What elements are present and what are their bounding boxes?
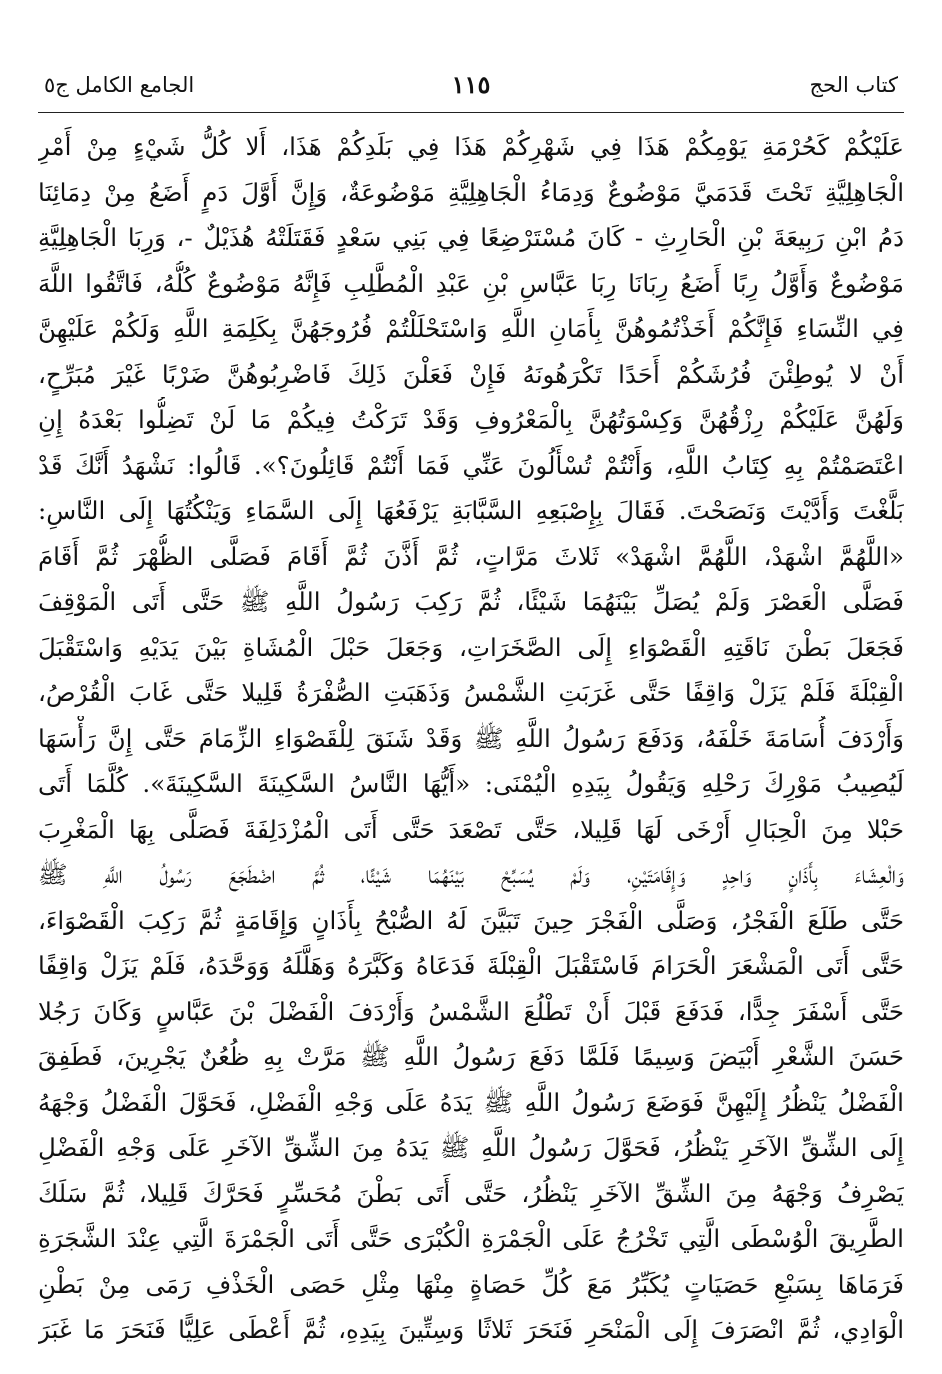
text-line: حَبْلا مِنَ الْحِبَالِ أَرْخَى لَهَا قَلِيلا، حَتَّى تَصْعَدَ حَتَّى أَتَى الْمُزْدَلِفَةَ فَصَلَّى بِهَا الْمَغْرِبَ [38, 814, 904, 844]
header-divider [38, 112, 904, 113]
text-line: عَلَيْكُمْ كَحُرْمَةِ يَوْمِكُمْ هَذَا فِي شَهْرِكُمْ هَذَا فِي بَلَدِكُمْ هَذَا، أَلا كُلُّ شَيْءٍ مِنْ أَمْرِ [38, 132, 904, 161]
text-line: بَلَّغْتَ وَأَدَّيْتَ وَنَصَحْتَ. فَقَالَ بِإِصْبَعِهِ السَّبَّابَةِ يَرْفَعُهَا إِلَى السَّمَاءِ وَيَنْكُتُهَا إِلَى النَّاسِ: [38, 496, 904, 525]
text-line: فَرَمَاهَا بِسَبْعِ حَصَيَاتٍ يُكَبِّرُ مَعَ كُلِّ حَصَاةٍ مِنْهَا مِثْلِ حَصَى الْخَذْفِ رَمَى مِنْ بَطْنِ [38, 1269, 904, 1299]
text-line: يَصْرِفُ وَجْهَهُ مِنَ الشِّقِّ الآخَرِ يَنْظُرُ، حَتَّى أَتَى بَطْنَ مُحَسِّرٍ فَحَرَّكَ قَلِيلا، ثُمَّ سَلَكَ [38, 1178, 904, 1208]
text-line: وَالْعِشَاءَ بِأَذَانٍ وَاحِدٍ وَإِقَامَتَيْنِ، وَلَمْ يُسَبِّحْ بَيْنَهُمَا شَيْئًا، ثُمَّ اضْطَجَعَ رَسُولُ اللَّهِ ﷺ [38, 860, 904, 889]
text-line: فَجَعَلَ بَطْنَ نَاقَتِهِ الْقَصْوَاءِ إِلَى الصَّخَرَاتِ، وَجَعَلَ حَبْلَ الْمُشَاةِ بَيْنَ يَدَيْهِ وَاسْتَقْبَلَ [38, 632, 904, 662]
text-line: الْوَادِي، ثُمَّ انْصَرَفَ إِلَى الْمَنْحَرِ فَنَحَرَ ثَلاثًا وَسِتِّينَ بِيَدِهِ، ثُمَّ أَعْطَى عَلِيًّا فَنَحَرَ مَا غَبَرَ [38, 1315, 904, 1344]
text-line: أَنْ لا يُوطِئْنَ فُرُشَكُمْ أَحَدًا تَكْرَهُونَهُ فَإِنْ فَعَلْنَ ذَلِكَ فَاضْرِبُوهُنَّ ضَرْبًا غَيْرَ مُبَرِّحٍ، [38, 359, 904, 389]
series-title: الجامع الكامل ج٥ [44, 73, 195, 97]
text-line: حَسَنَ الشَّعْرِ أَبْيَضَ وَسِيمًا فَلَمَّا دَفَعَ رَسُولُ اللَّهِ ﷺ مَرَّتْ بِهِ ظُعُنٌ يَجْرِينَ، فَطَفِقَ [38, 1042, 904, 1071]
text-line: إِلَى الشِّقِّ الآخَرِ يَنْظُرُ، فَحَوَّلَ رَسُولُ اللَّهِ ﷺ يَدَهُ مِنَ الشِّقِّ الآخَرِ عَلَى وَجْهِ الْفَضْلِ [38, 1133, 904, 1162]
text-line: حَتَّى أَتَى الْمَشْعَرَ الْحَرَامَ فَاسْتَقْبَلَ الْقِبْلَةَ فَدَعَاهُ وَكَبَّرَهُ وَهَلَّلَهُ وَوَحَّدَهُ، فَلَمْ يَزَلْ وَاقِفًا [38, 951, 904, 980]
text-line: لَيُصِيبُ مَوْرِكَ رَحْلِهِ وَيَقُولُ بِيَدِهِ الْيُمْنَى: «أَيُّهَا النَّاسُ السَّكِينَةَ السَّكِينَةَ». كُلَّمَا أَتَى [38, 769, 904, 798]
text-line: الْجَاهِلِيَّةِ تَحْتَ قَدَمَيَّ مَوْضُوعٌ وَدِمَاءُ الْجَاهِلِيَّةِ مَوْضُوعَةٌ، وَإِنَّ أَوَّلَ دَمٍ أَضَعُ مِنْ دِمَائِنَا [38, 177, 904, 207]
text-line: حَتَّى طَلَعَ الْفَجْرُ، وَصَلَّى الْفَجْرَ حِينَ تَبَيَّنَ لَهُ الصُّبْحُ بِأَذَانٍ وَإِقَامَةٍ ثُمَّ رَكِبَ الْقَصْوَاءَ، [38, 905, 904, 935]
text-line: الْقِبْلَةَ فَلَمْ يَزَلْ وَاقِفًا حَتَّى غَرَبَتِ الشَّمْسُ وَذَهَبَتِ الصُّفْرَةُ قَلِيلا حَتَّى غَابَ الْقُرْصُ، [38, 678, 904, 707]
text-line: الطَّرِيقَ الْوُسْطَى الَّتِي تَخْرُجُ عَلَى الْجَمْرَةِ الْكُبْرَى حَتَّى أَتَى الْجَمْرَةَ الَّتِي عِنْدَ الشَّجَرَةِ [38, 1224, 904, 1253]
text-line: حَتَّى أَسْفَرَ جِدًّا، فَدَفَعَ قَبْلَ أَنْ تَطْلُعَ الشَّمْسُ وَأَرْدَفَ الْفَضْلَ بْنَ عَبَّاسٍ وَكَانَ رَجُلا [38, 996, 904, 1026]
text-line: مَوْضُوعٌ وَأَوَّلُ رِبًا أَضَعُ رِبَانَا رِبَا عَبَّاسِ بْنِ عَبْدِ الْمُطَّلِبِ فَإِنَّهُ مَوْضُوعٌ كُلُّهُ، فَاتَّقُوا اللَّهَ [38, 268, 904, 298]
page-number: ١١٥ [451, 70, 491, 99]
book-title: كتاب الحج [809, 73, 898, 97]
text-line: اعْتَصَمْتُمْ بِهِ كِتَابُ اللَّهِ، وَأَنْتُمْ تُسْأَلُونَ عَنِّي فَمَا أَنْتُمْ قَائِلُونَ؟». قَالُوا: نَشْهَدُ أَنَّكَ قَدْ [38, 450, 904, 480]
text-line: «اللَّهُمَّ اشْهَدْ، اللَّهُمَّ اشْهَدْ» ثَلاثَ مَرَّاتٍ، ثُمَّ أَذَّنَ ثُمَّ أَقَامَ فَصَلَّى الظُّهْرَ ثُمَّ أَقَامَ [38, 541, 904, 571]
text-line: وَلَهُنَّ عَلَيْكُمْ رِزْقُهُنَّ وَكِسْوَتُهُنَّ بِالْمَعْرُوفِ وَقَدْ تَرَكْتُ فِيكُمْ مَا لَنْ تَضِلُّوا بَعْدَهُ إِنِ [38, 405, 904, 434]
text-line: دَمُ ابْنِ رَبِيعَةَ بْنِ الْحَارِثِ - كَانَ مُسْتَرْضِعًا فِي بَنِي سَعْدٍ فَقَتَلَتْهُ هُذَيْلٌ -، وَرِبَا الْجَاهِلِيَّةِ [38, 223, 904, 252]
running-header [38, 62, 904, 110]
text-line: فِي النِّسَاءِ فَإِنَّكُمْ أَخَذْتُمُوهُنَّ بِأَمَانِ اللَّهِ وَاسْتَحْلَلْتُمْ فُرُوجَهُنَّ بِكَلِمَةِ اللَّهِ وَلَكُمْ عَلَيْهِنَّ [38, 314, 904, 343]
text-line: فَصَلَّى الْعَصْرَ وَلَمْ يُصَلِّ بَيْنَهُمَا شَيْئًا، ثُمَّ رَكِبَ رَسُولُ اللَّهِ ﷺ حَتَّى أَتَى الْمَوْقِفَ [38, 587, 904, 616]
main-text [38, 124, 904, 1353]
text-line: وَأَرْدَفَ أُسَامَةَ خَلْفَهُ، وَدَفَعَ رَسُولُ اللَّهِ ﷺ وَقَدْ شَنَقَ لِلْقَصْوَاءِ الزِّمَامَ حَتَّى إِنَّ رَأْسَهَا [38, 723, 904, 753]
text-line: الْفَضْلُ يَنْظُرُ إِلَيْهِنَّ فَوَضَعَ رَسُولُ اللَّهِ ﷺ يَدَهُ عَلَى وَجْهِ الْفَضْلِ، فَحَوَّلَ الْفَضْلُ وَجْهَهُ [38, 1087, 904, 1117]
